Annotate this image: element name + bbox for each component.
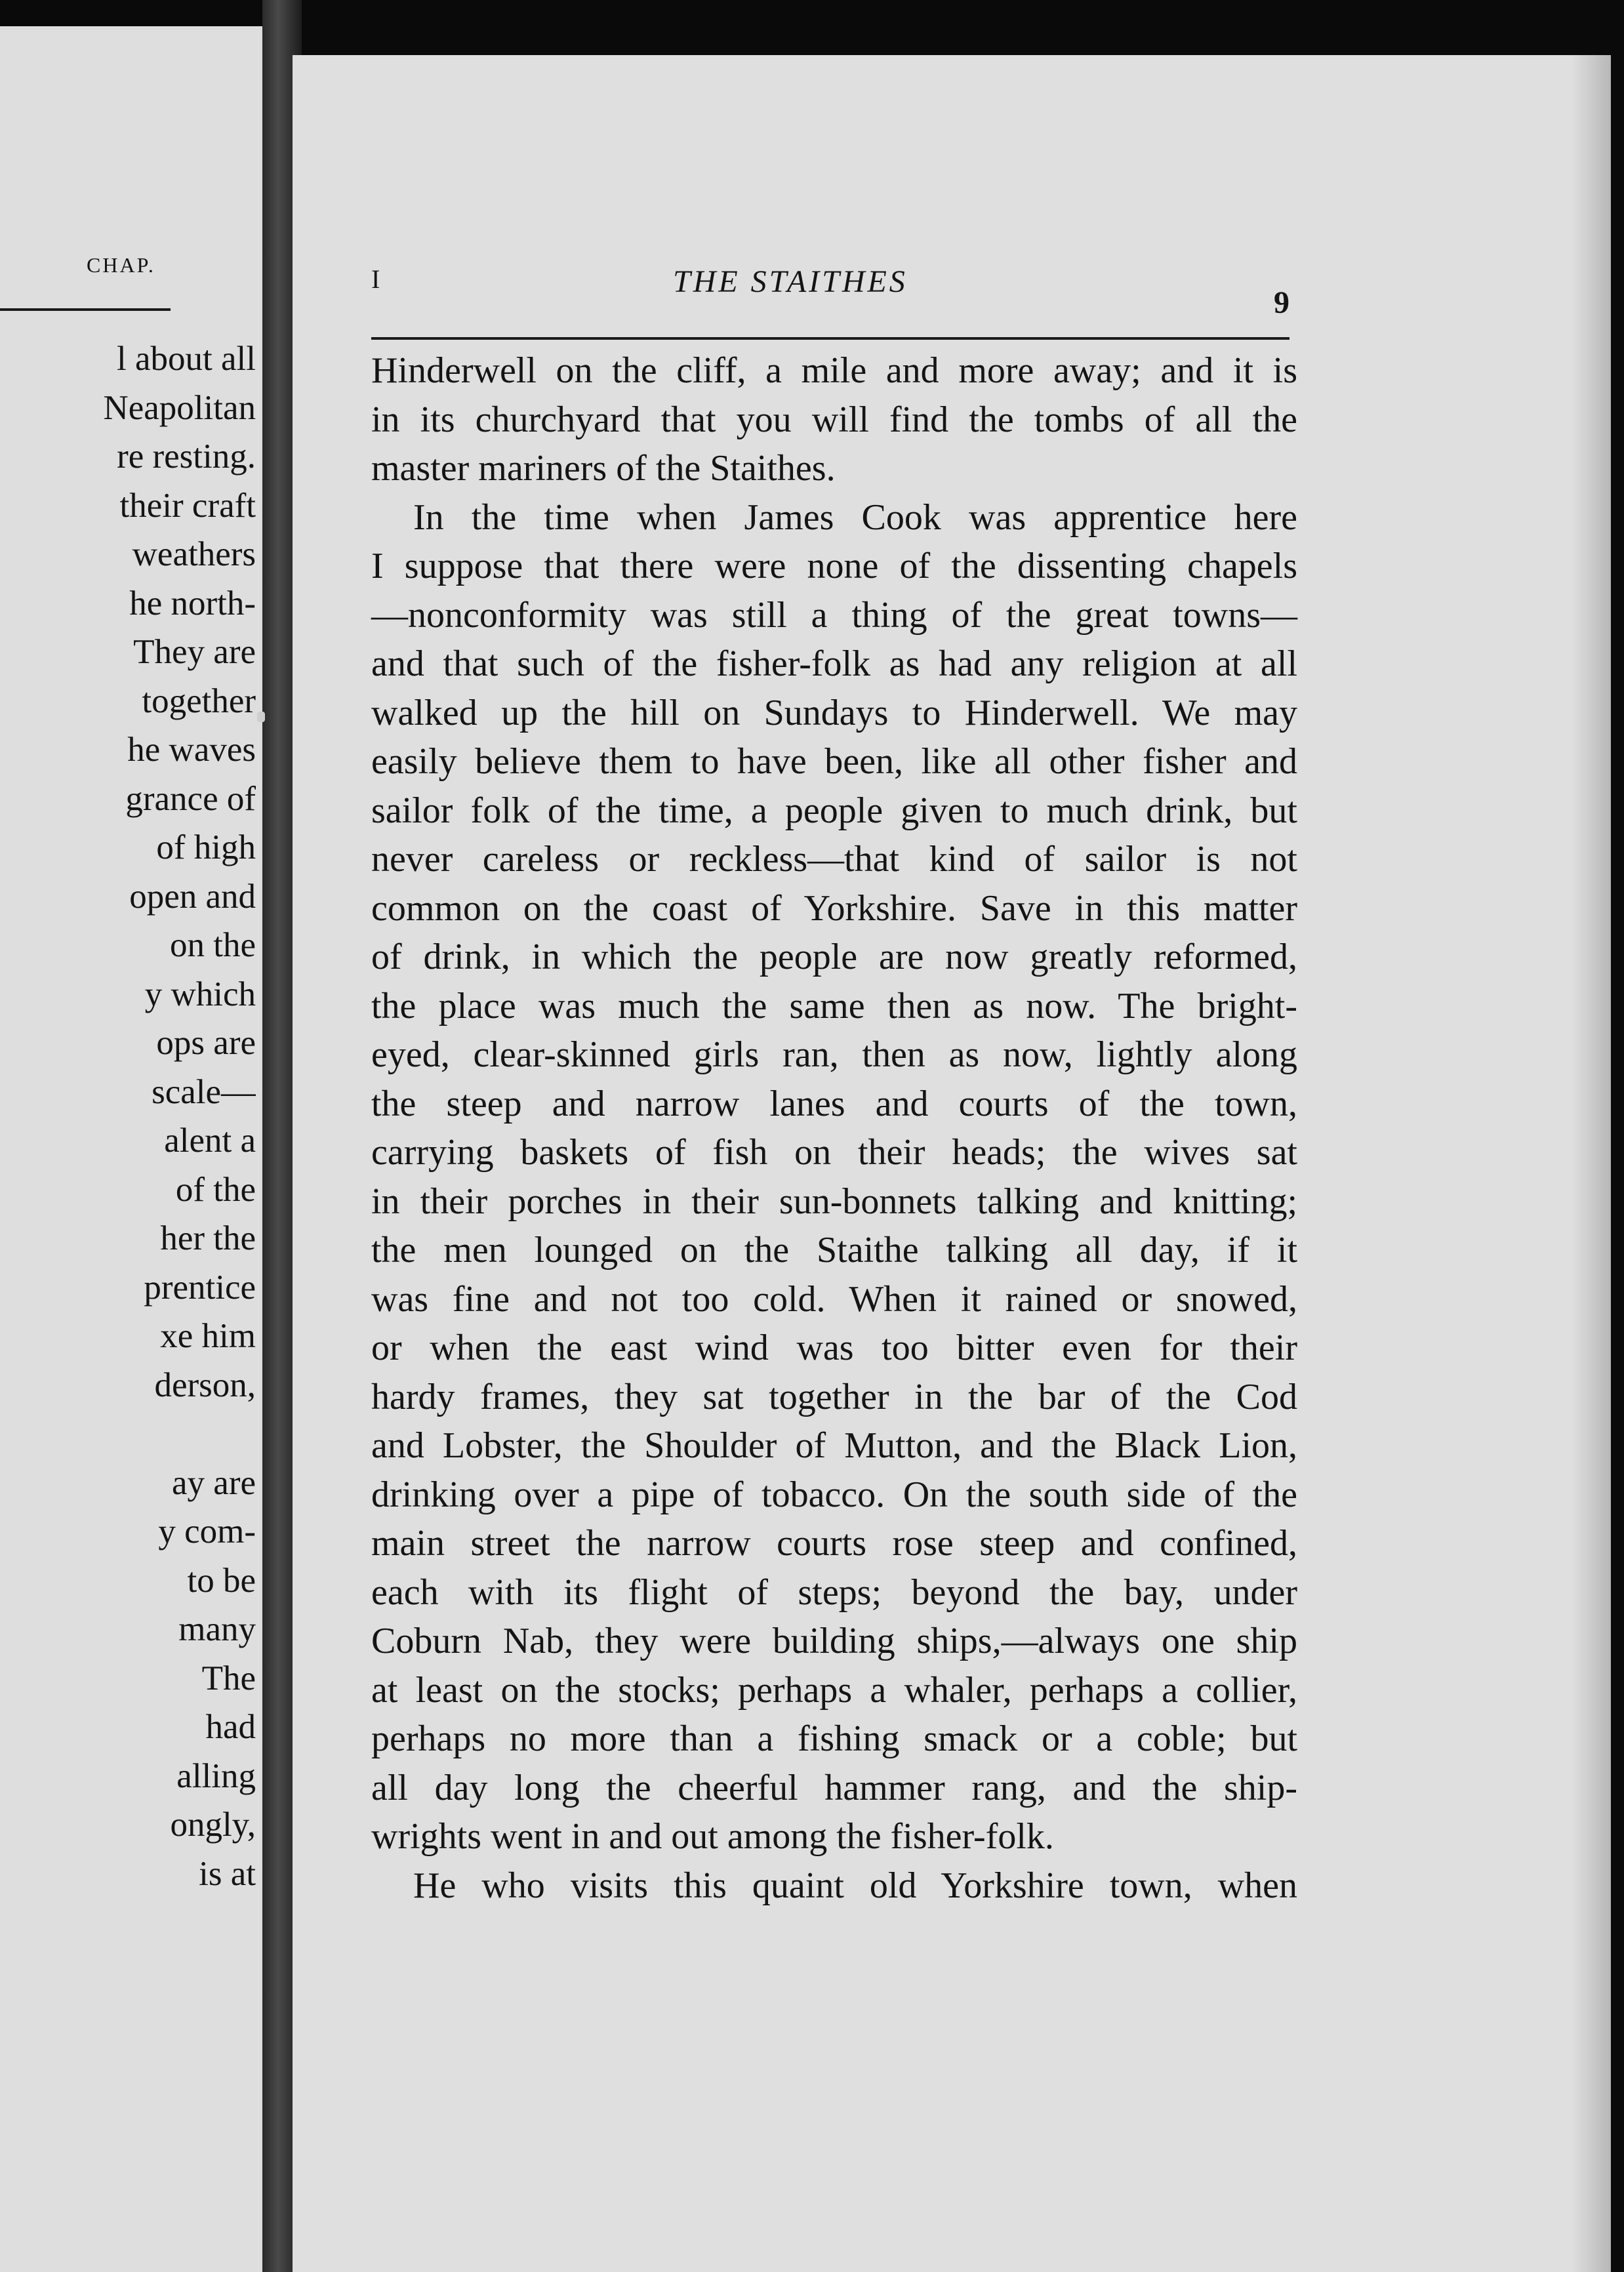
left-text-line: l about all: [117, 340, 256, 378]
text-line: the place was much the same then as now. The bright-: [371, 985, 1297, 1026]
text-line: in its churchyard that you will find the tombs of all the: [371, 399, 1297, 440]
text-line: He who visits this quaint old Yorkshire town, when: [413, 1865, 1297, 1906]
left-text-line: together: [142, 681, 256, 720]
left-text-line: Neapolitan: [103, 388, 256, 427]
left-text-line: xe him: [160, 1317, 256, 1355]
text-line: main street the narrow courts rose steep and confined,: [371, 1523, 1297, 1564]
left-text-line: y which: [144, 975, 256, 1013]
right-page: [293, 55, 1611, 2272]
left-text-line: derson,: [154, 1366, 256, 1404]
text-line: at least on the stocks; perhaps a whaler, perhaps a collier,: [371, 1669, 1297, 1711]
left-text-line: on the: [170, 926, 256, 964]
header-rule: [371, 337, 1289, 340]
left-facing-page: [0, 26, 270, 2272]
text-line: In the time when James Cook was apprentice here: [413, 497, 1297, 538]
text-line: all day long the cheerful hammer rang, and the ship-: [371, 1767, 1297, 1808]
left-text-line: many: [178, 1610, 256, 1648]
left-text-line: he waves: [127, 731, 256, 769]
left-text-line: ongly,: [170, 1806, 256, 1844]
left-text-line: of the: [175, 1170, 256, 1209]
left-text-line: ops are: [156, 1024, 256, 1062]
text-line: easily believe them to have been, like all other fisher and: [371, 741, 1297, 782]
text-line: —nonconformity was still a thing of the great towns—: [371, 594, 1297, 636]
text-line: each with its flight of steps; beyond the bay, under: [371, 1572, 1297, 1613]
left-text-line: grance of: [125, 779, 256, 818]
text-line: never careless or reckless—that kind of sailor is not: [371, 839, 1297, 880]
left-text-line: her the: [160, 1219, 256, 1257]
left-text-line: had: [205, 1708, 256, 1746]
left-text-line: of high: [156, 828, 256, 866]
left-text-line: their craft: [119, 486, 256, 525]
text-line: walked up the hill on Sundays to Hinderwell. We may: [371, 692, 1297, 733]
page-number: 9: [1274, 285, 1289, 320]
left-text-line: is at: [199, 1854, 256, 1893]
left-text-line: to be: [187, 1561, 256, 1600]
text-line: in their porches in their sun-bonnets talking and knitting;: [371, 1181, 1297, 1222]
left-header-rule: [0, 308, 171, 311]
text-line: carrying baskets of fish on their heads; the wives sat: [371, 1132, 1297, 1173]
left-text-line: open and: [129, 877, 256, 916]
text-line: and that such of the fisher-folk as had any religion at all: [371, 643, 1297, 684]
text-line: drinking over a pipe of tobacco. On the south side of the: [371, 1474, 1297, 1515]
page-edge-shadow: [1572, 55, 1611, 2272]
left-text-line: re resting.: [117, 437, 256, 476]
left-text-line: scale—: [152, 1072, 256, 1111]
left-text-line: weathers: [132, 535, 256, 573]
text-line: I suppose that there were none of the dissenting chapels: [371, 546, 1297, 586]
text-line: the men lounged on the Staithe talking all day, if it: [371, 1230, 1297, 1270]
text-line: perhaps no more than a fishing smack or a coble; but: [371, 1718, 1297, 1759]
text-line: hardy frames, they sat together in the bar of the Cod: [371, 1376, 1297, 1417]
text-line: sailor folk of the time, a people given to much drink, but: [371, 790, 1297, 831]
left-text-line: [0, 1410, 256, 1459]
left-text-line: y com-: [158, 1512, 256, 1551]
running-title: THE STAITHES: [673, 264, 908, 299]
body-text: [371, 346, 1297, 1910]
text-line: common on the coast of Yorkshire. Save in this matter: [371, 887, 1297, 929]
text-line: master mariners of the Staithes.: [371, 448, 836, 489]
left-page-header: CHAP.: [87, 253, 155, 277]
left-text-line: alling: [176, 1756, 256, 1795]
text-line: the steep and narrow lanes and courts of the town,: [371, 1083, 1297, 1124]
text-line: of drink, in which the people are now greatly reformed,: [371, 937, 1297, 977]
text-line: Hinderwell on the cliff, a mile and more away; and it is: [371, 350, 1297, 391]
chapter-number: I: [371, 264, 380, 294]
text-line: Coburn Nab, they were building ships,—always one ship: [371, 1621, 1297, 1661]
text-line: was fine and not too cold. When it rained or snowed,: [371, 1278, 1297, 1320]
left-page-text: [0, 335, 256, 1898]
text-line: and Lobster, the Shoulder of Mutton, and the Black Lion,: [371, 1425, 1297, 1466]
left-text-line: he north-: [129, 584, 256, 622]
left-text-line: ay are: [172, 1463, 256, 1502]
left-text-line: The: [201, 1659, 256, 1697]
left-text-line: They are: [133, 633, 256, 671]
scan-speck: [257, 712, 265, 722]
text-line: wrights went in and out among the fisher-folk.: [371, 1816, 1054, 1857]
text-line: eyed, clear-skinned girls ran, then as now, lightly along: [371, 1034, 1297, 1075]
text-line: or when the east wind was too bitter even for their: [371, 1328, 1297, 1368]
left-text-line: alent a: [164, 1122, 256, 1160]
left-text-line: prentice: [144, 1268, 256, 1307]
